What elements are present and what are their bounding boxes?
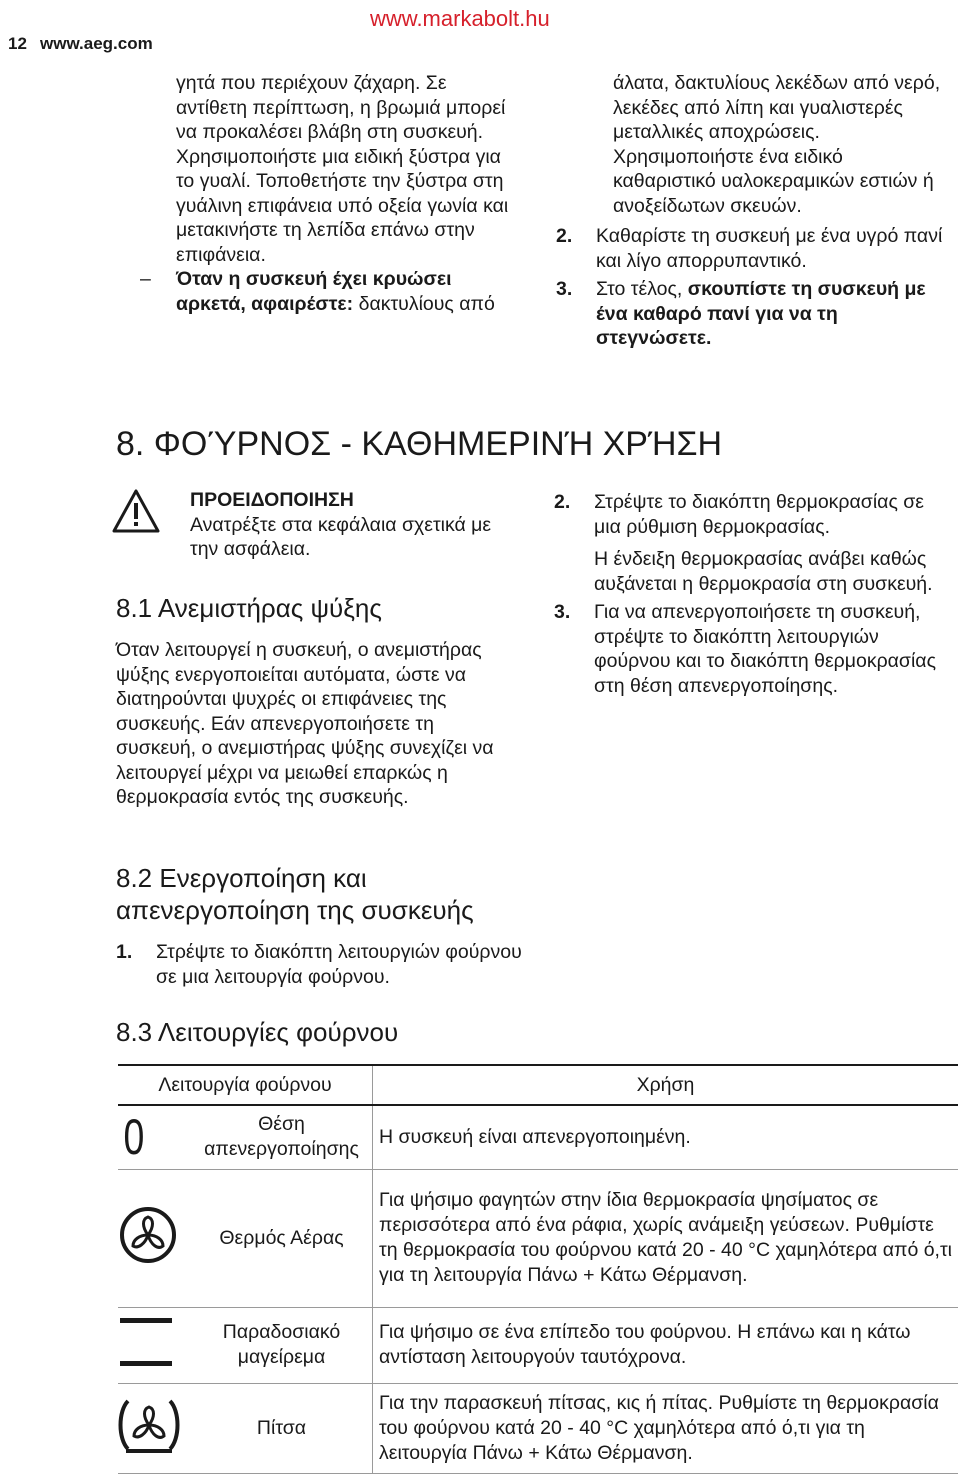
- table-cell-function: Παραδοσιακό μαγείρεμα: [191, 1307, 373, 1383]
- oven-functions-table: [118, 1064, 958, 1474]
- warning-title: ΠΡΟΕΙΔΟΠΟΙΗΣΗ: [190, 489, 354, 511]
- pizza-fan-icon: [118, 1395, 180, 1462]
- table-row: [118, 1383, 958, 1473]
- top-bottom-heat-icon: [118, 1312, 174, 1379]
- header-site: www.aeg.com: [40, 34, 153, 53]
- table-cell-icon: [118, 1307, 191, 1383]
- step-1: [116, 940, 526, 989]
- subsection-8-3-title: 8.3 Λειτουργίες φούρνου: [116, 1017, 399, 1047]
- top-left-column: [140, 71, 516, 316]
- step-3: [554, 600, 946, 698]
- dash-bold-text: Όταν η συσκευή έχει κρυώσει αρκετά, αφαιρέστε:: [176, 268, 452, 315]
- step-text: Στρέψτε το διακόπτη λειτουργιών φούρνου σε μια λειτουργία φούρνου.: [156, 941, 522, 988]
- table-row: [118, 1105, 958, 1169]
- table-header-use: Χρήση: [373, 1065, 959, 1105]
- step-text: Στρέψτε το διακόπτη θερμοκρασίας σε μια ρύθμιση θερμοκρασίας.: [594, 491, 924, 538]
- table-cell-use: Για την παρασκευή πίτσας, κις ή πίτας. Ρυθμίστε τη θερμοκρασία του φούρνου κατά 20 - 40 °C χαμηλότερα από ό,τι για τη λειτουργία Πάνω + Κάτω Θέρμανση.: [373, 1383, 959, 1473]
- table-cell-use: Η συσκευή είναι απενεργοποιημένη.: [373, 1105, 959, 1169]
- warning-block: [190, 488, 520, 562]
- table-header-row: [118, 1065, 958, 1105]
- step-text: Στο τέλος,: [596, 278, 688, 300]
- cleaning-paragraph: γητά που περιέχουν ζάχαρη. Σε αντίθετη περίπτωση, η βρωμιά μπορεί να προκαλέσει βλάβη στη συσκευή. Χρησιμοποιήστε μια ειδική ξύστρα για το γυαλί. Τοποθετήστε την ξύστρα στη γυάλινη επιφάνεια υπό οξεία γωνία και μετακινήστε τη λεπίδα επάνω στην επιφάνεια.: [176, 72, 509, 266]
- top-right-column: [556, 71, 948, 355]
- step-bold-text: σκουπίστε τη συσκευή με ένα καθαρό πανί για να τη στεγνώσετε.: [596, 278, 926, 349]
- subsection-8-1-title: 8.1 Ανεμιστήρας ψύξης: [116, 593, 382, 623]
- step-2: [556, 224, 948, 273]
- table-cell-function: Θέση απενεργοποίησης: [191, 1105, 373, 1169]
- warning-icon: [112, 488, 160, 534]
- section-title: 8. ΦΟΎΡΝΟΣ - ΚΑΘΗΜΕΡΙΝΉ ΧΡΉΣΗ: [116, 425, 723, 463]
- table-row: [118, 1307, 958, 1383]
- step-3: [556, 277, 948, 351]
- step-2: [554, 490, 946, 596]
- table-cell-use: Για ψήσιμο φαγητών στην ίδια θερμοκρασία ψησίματος σε περισσότερα από ένα ράφια, χωρίς ανάμειξη γεύσεων. Ρυθμίστε τη θερμοκρασία του φούρνου κατά 20 - 40 °C χαμηλότερα από ό,τι για τη λειτουργία Πάνω + Κάτω Θέρμανση.: [373, 1169, 959, 1307]
- warning-text: Ανατρέξτε στα κεφάλαια σχετικά με την ασφάλεια.: [190, 513, 492, 560]
- dash-marker: –: [140, 268, 151, 290]
- table-cell-icon: [118, 1105, 191, 1169]
- table-header-function: Λειτουργία φούρνου: [118, 1065, 373, 1105]
- subsection-8-1-text: Όταν λειτουργεί η συσκευή, ο ανεμιστήρας ψύξης ενεργοποιείται αυτόματα, ώστε να διατηρούνται ψυχρές οι επιφάνειες της συσκευής. Εάν απενεργοποιήσετε τη συσκευή, ο ανεμιστήρας ψύξης συνεχίζει να λειτουργεί μέχρι να μειωθεί επαρκώς η θερμοκρασία εντός της συσκευής.: [116, 639, 494, 808]
- step-text: Καθαρίστε τη συσκευή με ένα υγρό πανί και λίγο απορρυπαντικό.: [596, 225, 943, 272]
- subsection-8-2-title: 8.2 Ενεργοποίηση και απενεργοποίηση της συσκευής: [116, 863, 474, 925]
- step-number: 1.: [116, 941, 133, 963]
- table-cell-function: Θερμός Αέρας: [191, 1169, 373, 1307]
- continuation-paragraph: άλατα, δακτυλίους λεκέδων από νερό, λεκέδες από λίπη και γυαλιστερές μεταλλικές αποχρώσεις. Χρησιμοποιήστε ένα ειδικό καθαριστικό υαλοκεραμικών εστιών ή ανοξείδωτων σκευών.: [613, 72, 941, 217]
- step-note: Η ένδειξη θερμοκρασίας ανάβει καθώς αυξάνεται η θερμοκρασία στη συσκευή.: [594, 548, 933, 595]
- step-number: 2.: [554, 491, 571, 513]
- table-cell-icon: [118, 1169, 191, 1307]
- off-zero-icon: 0: [123, 1109, 145, 1166]
- dash-item: [136, 267, 516, 316]
- step-number: 3.: [556, 278, 573, 300]
- step-number: 2.: [556, 225, 573, 247]
- subsection-8-2-steps-right: [554, 490, 946, 702]
- fan-circle-icon: [118, 1205, 178, 1272]
- step-number: 3.: [554, 601, 571, 623]
- step-text: Για να απενεργοποιήσετε τη συσκευή, στρέψτε το διακόπτη λειτουργιών φούρνου και το διακόπτη θερμοκρασίας στη θέση απενεργοποίησης.: [594, 601, 936, 697]
- page-number: 12: [8, 34, 27, 53]
- watermark: www.markabolt.hu: [370, 6, 550, 31]
- table-cell-function: Πίτσα: [191, 1383, 373, 1473]
- table-row: [118, 1169, 958, 1307]
- subsection-8-2-step-1: [116, 940, 526, 993]
- dash-text: δακτυλίους από: [353, 292, 495, 315]
- table-cell-icon: [118, 1383, 191, 1473]
- table-cell-use: Για ψήσιμο σε ένα επίπεδο του φούρνου. Η επάνω και η κάτω αντίσταση λειτουργούν ταυτόχρονα.: [373, 1307, 959, 1383]
